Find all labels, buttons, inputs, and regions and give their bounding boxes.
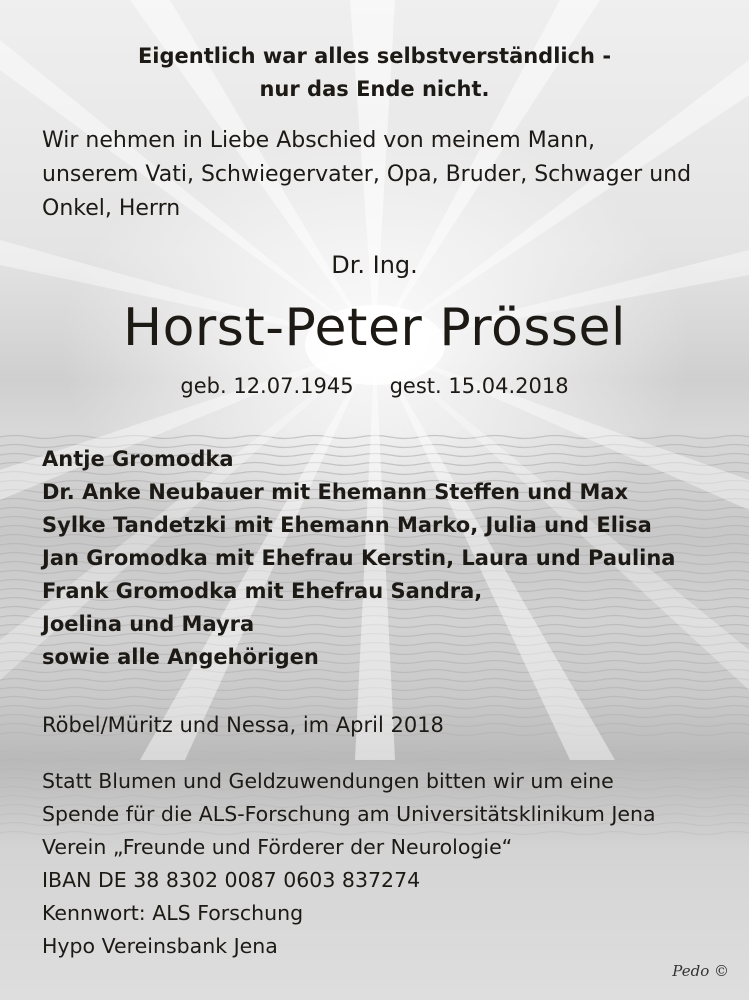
donation-note-line: Verein „Freunde und Förderer der Neurologie“ <box>42 835 513 859</box>
designer-signature: Pedo © <box>672 962 729 980</box>
academic-title: Dr. Ing. <box>331 251 418 279</box>
motto-line-2: nur das Ende nicht. <box>259 77 490 101</box>
mourner-line: sowie alle Angehörigen <box>42 645 319 669</box>
mourner-line: Joelina und Mayra <box>42 612 255 636</box>
motto-line-1: Eigentlich war alles selbstverständlich - <box>137 44 612 68</box>
intro-line-2: unserem Vati, Schwiegervater, Opa, Bruder, Schwager und <box>42 162 692 187</box>
birth-date: geb. 12.07.1945 <box>180 374 354 398</box>
donation-note-line: Kennwort: ALS Forschung <box>42 901 304 925</box>
donation-note-line: Spende für die ALS-Forschung am Universitätsklinikum Jena <box>42 802 656 826</box>
mourner-line: Dr. Anke Neubauer mit Ehemann Steffen und Max <box>42 480 629 504</box>
mourner-line: Antje Gromodka <box>42 447 234 471</box>
death-date: gest. 15.04.2018 <box>389 374 569 398</box>
place-and-date: Röbel/Müritz und Nessa, im April 2018 <box>42 713 444 737</box>
mourner-line: Frank Gromodka mit Ehefrau Sandra, <box>42 579 483 603</box>
donation-note-line: Hypo Vereinsbank Jena <box>42 934 278 958</box>
donation-note-line: Statt Blumen und Geldzuwendungen bitten wir um eine <box>42 769 614 793</box>
intro-line-1: Wir nehmen in Liebe Abschied von meinem Mann, <box>42 128 596 153</box>
deceased-name: Horst-Peter Prössel <box>123 298 626 358</box>
intro-line-3: Onkel, Herrn <box>42 196 181 221</box>
mourner-line: Sylke Tandetzki mit Ehemann Marko, Julia und Elisa <box>42 513 652 537</box>
mourner-line: Jan Gromodka mit Ehefrau Kerstin, Laura und Paulina <box>42 546 676 570</box>
donation-note-line: IBAN DE 38 8302 0087 0603 837274 <box>42 868 421 892</box>
life-dates <box>0 371 749 401</box>
